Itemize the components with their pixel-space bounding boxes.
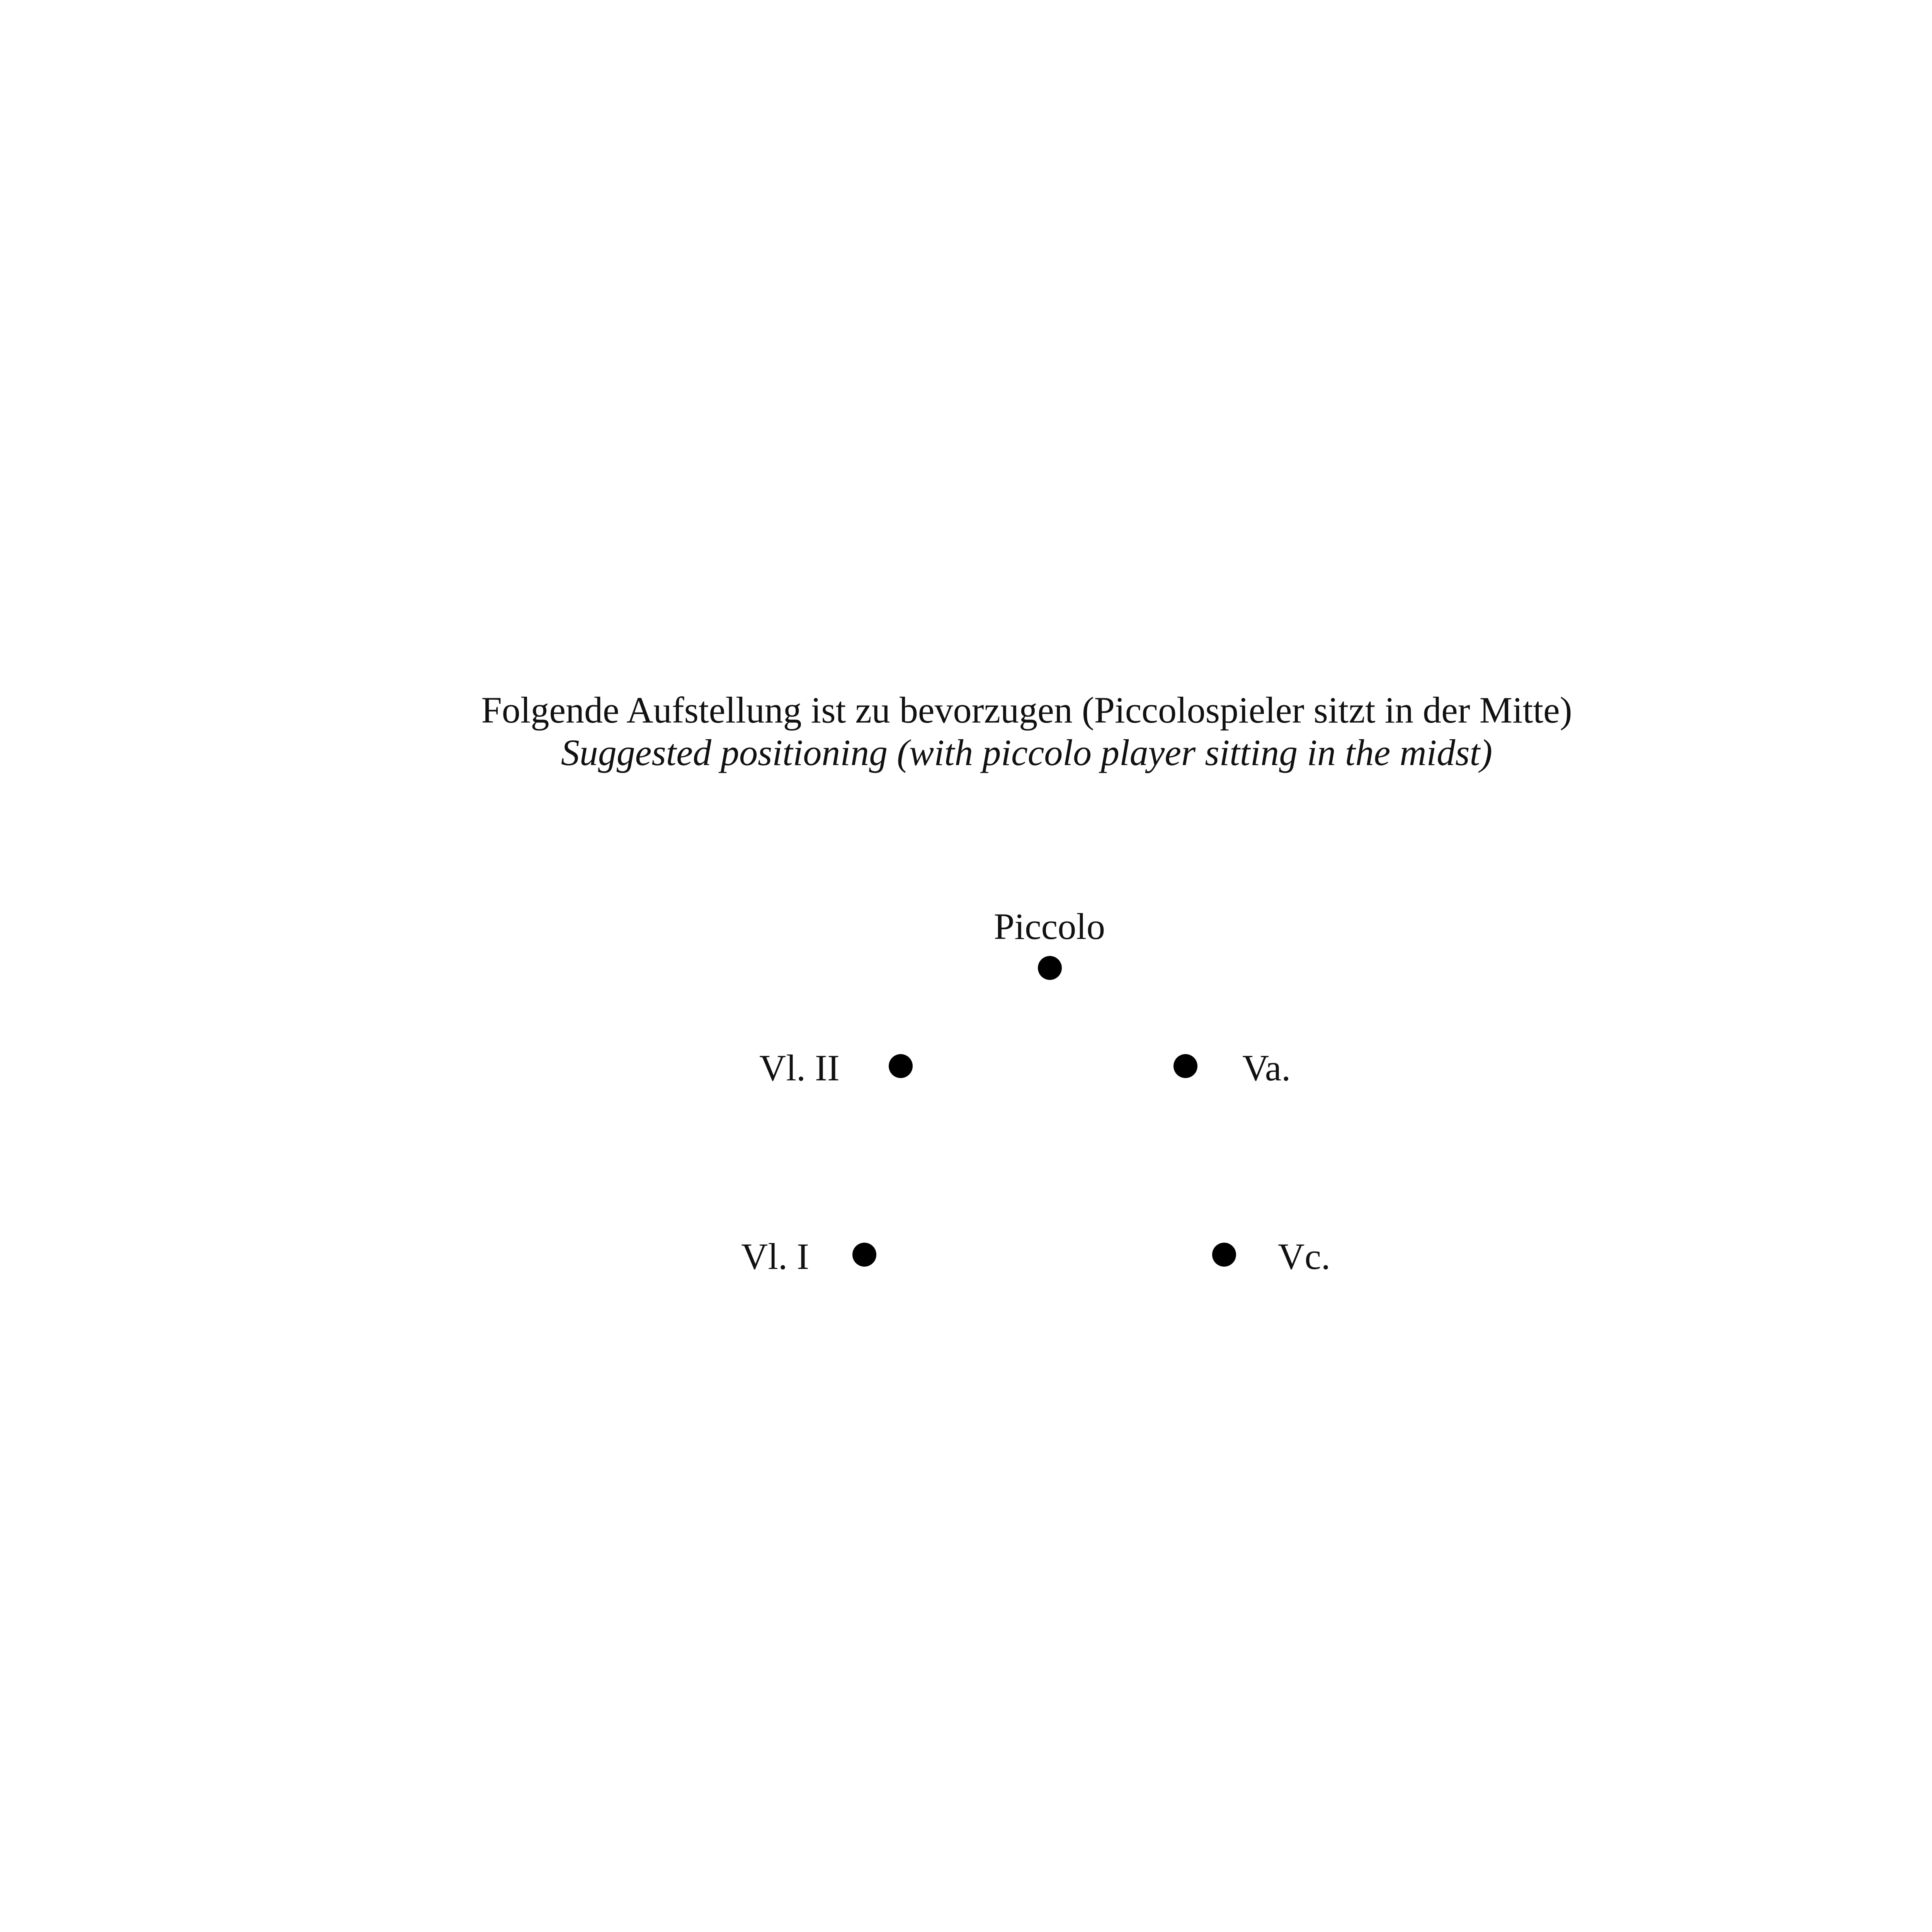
viola-label: Va. <box>1242 1047 1291 1088</box>
violin-1-position-dot <box>852 1243 876 1267</box>
instruction-german: Folgende Aufstellung ist zu bevorzugen (Piccolospieler sitzt in der Mitte) <box>481 689 1572 731</box>
cello-position-dot <box>1212 1243 1236 1267</box>
instruction-english: Suggested positioning (with piccolo player sitting in the midst) <box>561 732 1493 773</box>
violin-2-label: Vl. II <box>759 1047 840 1088</box>
piccolo-label: Piccolo <box>994 906 1105 947</box>
violin-1-label: Vl. I <box>741 1236 809 1277</box>
violin-2-position-dot <box>889 1054 913 1078</box>
viola-position-dot <box>1173 1054 1197 1078</box>
cello-label: Vc. <box>1278 1236 1330 1277</box>
piccolo-position-dot <box>1038 956 1062 980</box>
